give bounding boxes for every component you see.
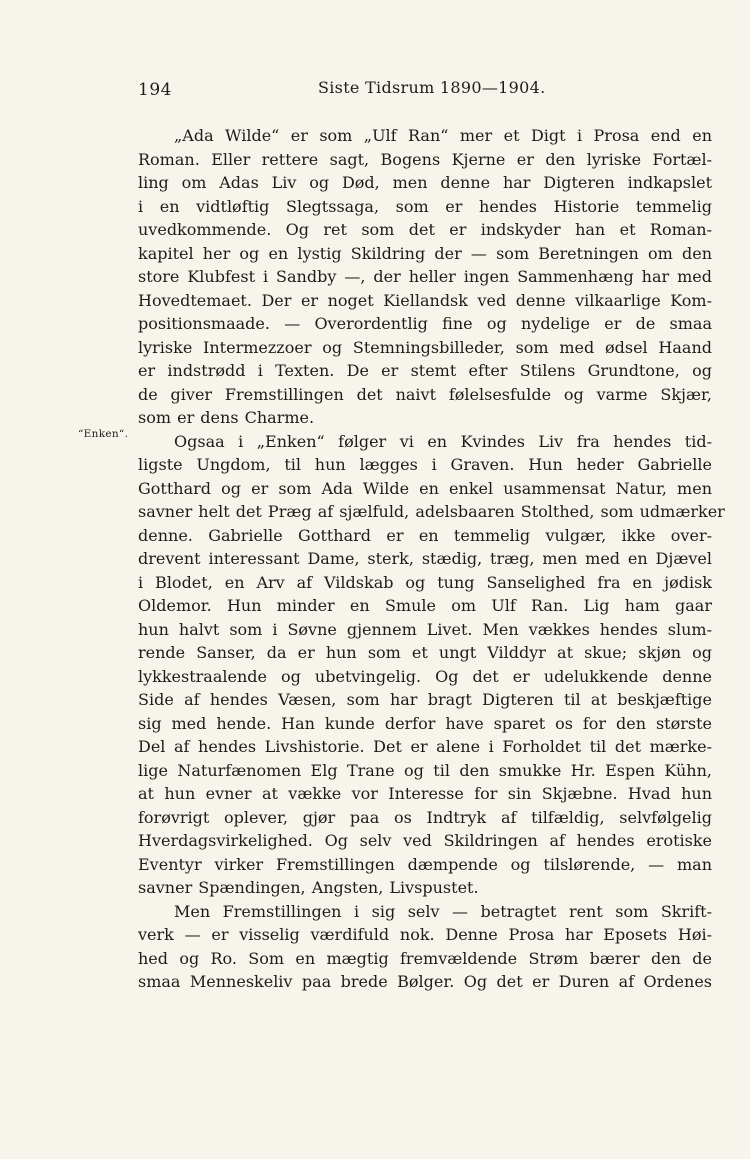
text-line: Oldemor. Hun minder en Smule om Ulf Ran. Lig ham gaar: [138, 596, 712, 615]
text-line: Men Fremstillingen i sig selv — betragtet rent som Skrift-: [174, 901, 712, 921]
text-line: denne. Gabrielle Gotthard er en temmelig vulgær, ikke over-: [138, 525, 712, 545]
text-line: Roman. Eller rettere sagt, Bogens Kjerne er den lyriske Fortæl-: [138, 149, 712, 169]
text-line: drevent interessant Dame, sterk, stædig, træg, men med en Djævel: [138, 549, 712, 568]
body-text: [138, 124, 725, 994]
text-line: Ogsaa i „Enken“ følger vi en Kvindes Liv fra hendes tid-: [174, 431, 712, 451]
text-line: er indstrødd i Texten. De er stemt efter Stilens Grundtone, og: [138, 361, 712, 380]
text-line: Del af hendes Livshistorie. Det er alene i Forholdet til det mærke-: [138, 737, 712, 756]
margin-note: “Enken“.: [78, 428, 129, 440]
text-line: positionsmaade. — Overordentlig fine og nydelige er de smaa: [138, 314, 712, 333]
text-line: i Blodet, en Arv af Vildskab og tung Sanselighed fra en jødisk: [138, 572, 712, 592]
text-line: i en vidtløftig Slegtssaga, som er hendes Historie temmelig: [138, 196, 712, 216]
text-line: hed og Ro. Som en mægtig fremvældende Strøm bærer den de: [138, 948, 712, 968]
text-line: uvedkommende. Og ret som det er indskyder han et Roman-: [138, 220, 712, 239]
text-line: sig med hende. Han kunde derfor have sparet os for den største: [138, 713, 712, 733]
text-line: Side af hendes Væsen, som har bragt Digteren til at beskjæftige: [138, 690, 712, 709]
text-line: ling om Adas Liv og Død, men denne har Digteren indkapslet: [138, 173, 712, 192]
text-line: Hovedtemaet. Der er noget Kiellandsk ved denne vilkaarlige Kom-: [138, 290, 712, 310]
text-line: savner Spændingen, Angsten, Livspustet.: [138, 878, 479, 897]
text-line: Hverdagsvirkelighed. Og selv ved Skildringen af hendes erotiske: [138, 831, 712, 850]
text-line: forøvrigt oplever, gjør paa os Indtryk af tilfældig, selvfølgelig: [138, 807, 712, 827]
text-line: lige Naturfænomen Elg Trane og til den smukke Hr. Espen Kühn,: [138, 760, 712, 780]
text-line: som er dens Charme.: [138, 408, 315, 427]
text-line: lyriske Intermezzoer og Stemningsbilleder, som med ødsel Haand: [138, 337, 712, 357]
text-line: de giver Fremstillingen det naivt følelsesfulde og varme Skjær,: [138, 384, 712, 404]
text-line: „Ada Wilde“ er som „Ulf Ran“ mer et Digt i Prosa end en: [174, 126, 712, 145]
text-line: rende Sanser, da er hun som et ungt Vilddyr at skue; skjøn og: [138, 643, 712, 662]
text-line: store Klubfest i Sandby —, der heller ingen Sammenhæng har med: [138, 267, 712, 286]
text-line: Gotthard og er som Ada Wilde en enkel usammensat Natur, men: [138, 478, 712, 498]
text-line: savner helt det Præg af sjælfuld, adelsbaaren Stolthed, som udmærker: [138, 502, 725, 521]
page-number: 194: [138, 80, 172, 100]
text-line: Eventyr virker Fremstillingen dæmpende og tilslørende, — man: [138, 854, 712, 874]
running-title: Siste Tidsrum 1890—1904.: [318, 78, 546, 97]
text-line: lykkestraalende og ubetvingelig. Og det er udelukkende denne: [138, 666, 712, 686]
text-line: at hun evner at vække vor Interesse for sin Skjæbne. Hvad hun: [138, 784, 712, 803]
text-line: hun halvt som i Søvne gjennem Livet. Men vækkes hendes slum-: [138, 619, 712, 639]
text-line: kapitel her og en lystig Skildring der — som Beretningen om den: [138, 243, 712, 263]
text-line: verk — er visselig værdifuld nok. Denne Prosa har Eposets Høi-: [138, 925, 712, 944]
text-line: ligste Ungdom, til hun lægges i Graven. Hun heder Gabrielle: [138, 455, 712, 474]
text-line: smaa Menneskeliv paa brede Bølger. Og det er Duren af Ordenes: [138, 972, 712, 991]
